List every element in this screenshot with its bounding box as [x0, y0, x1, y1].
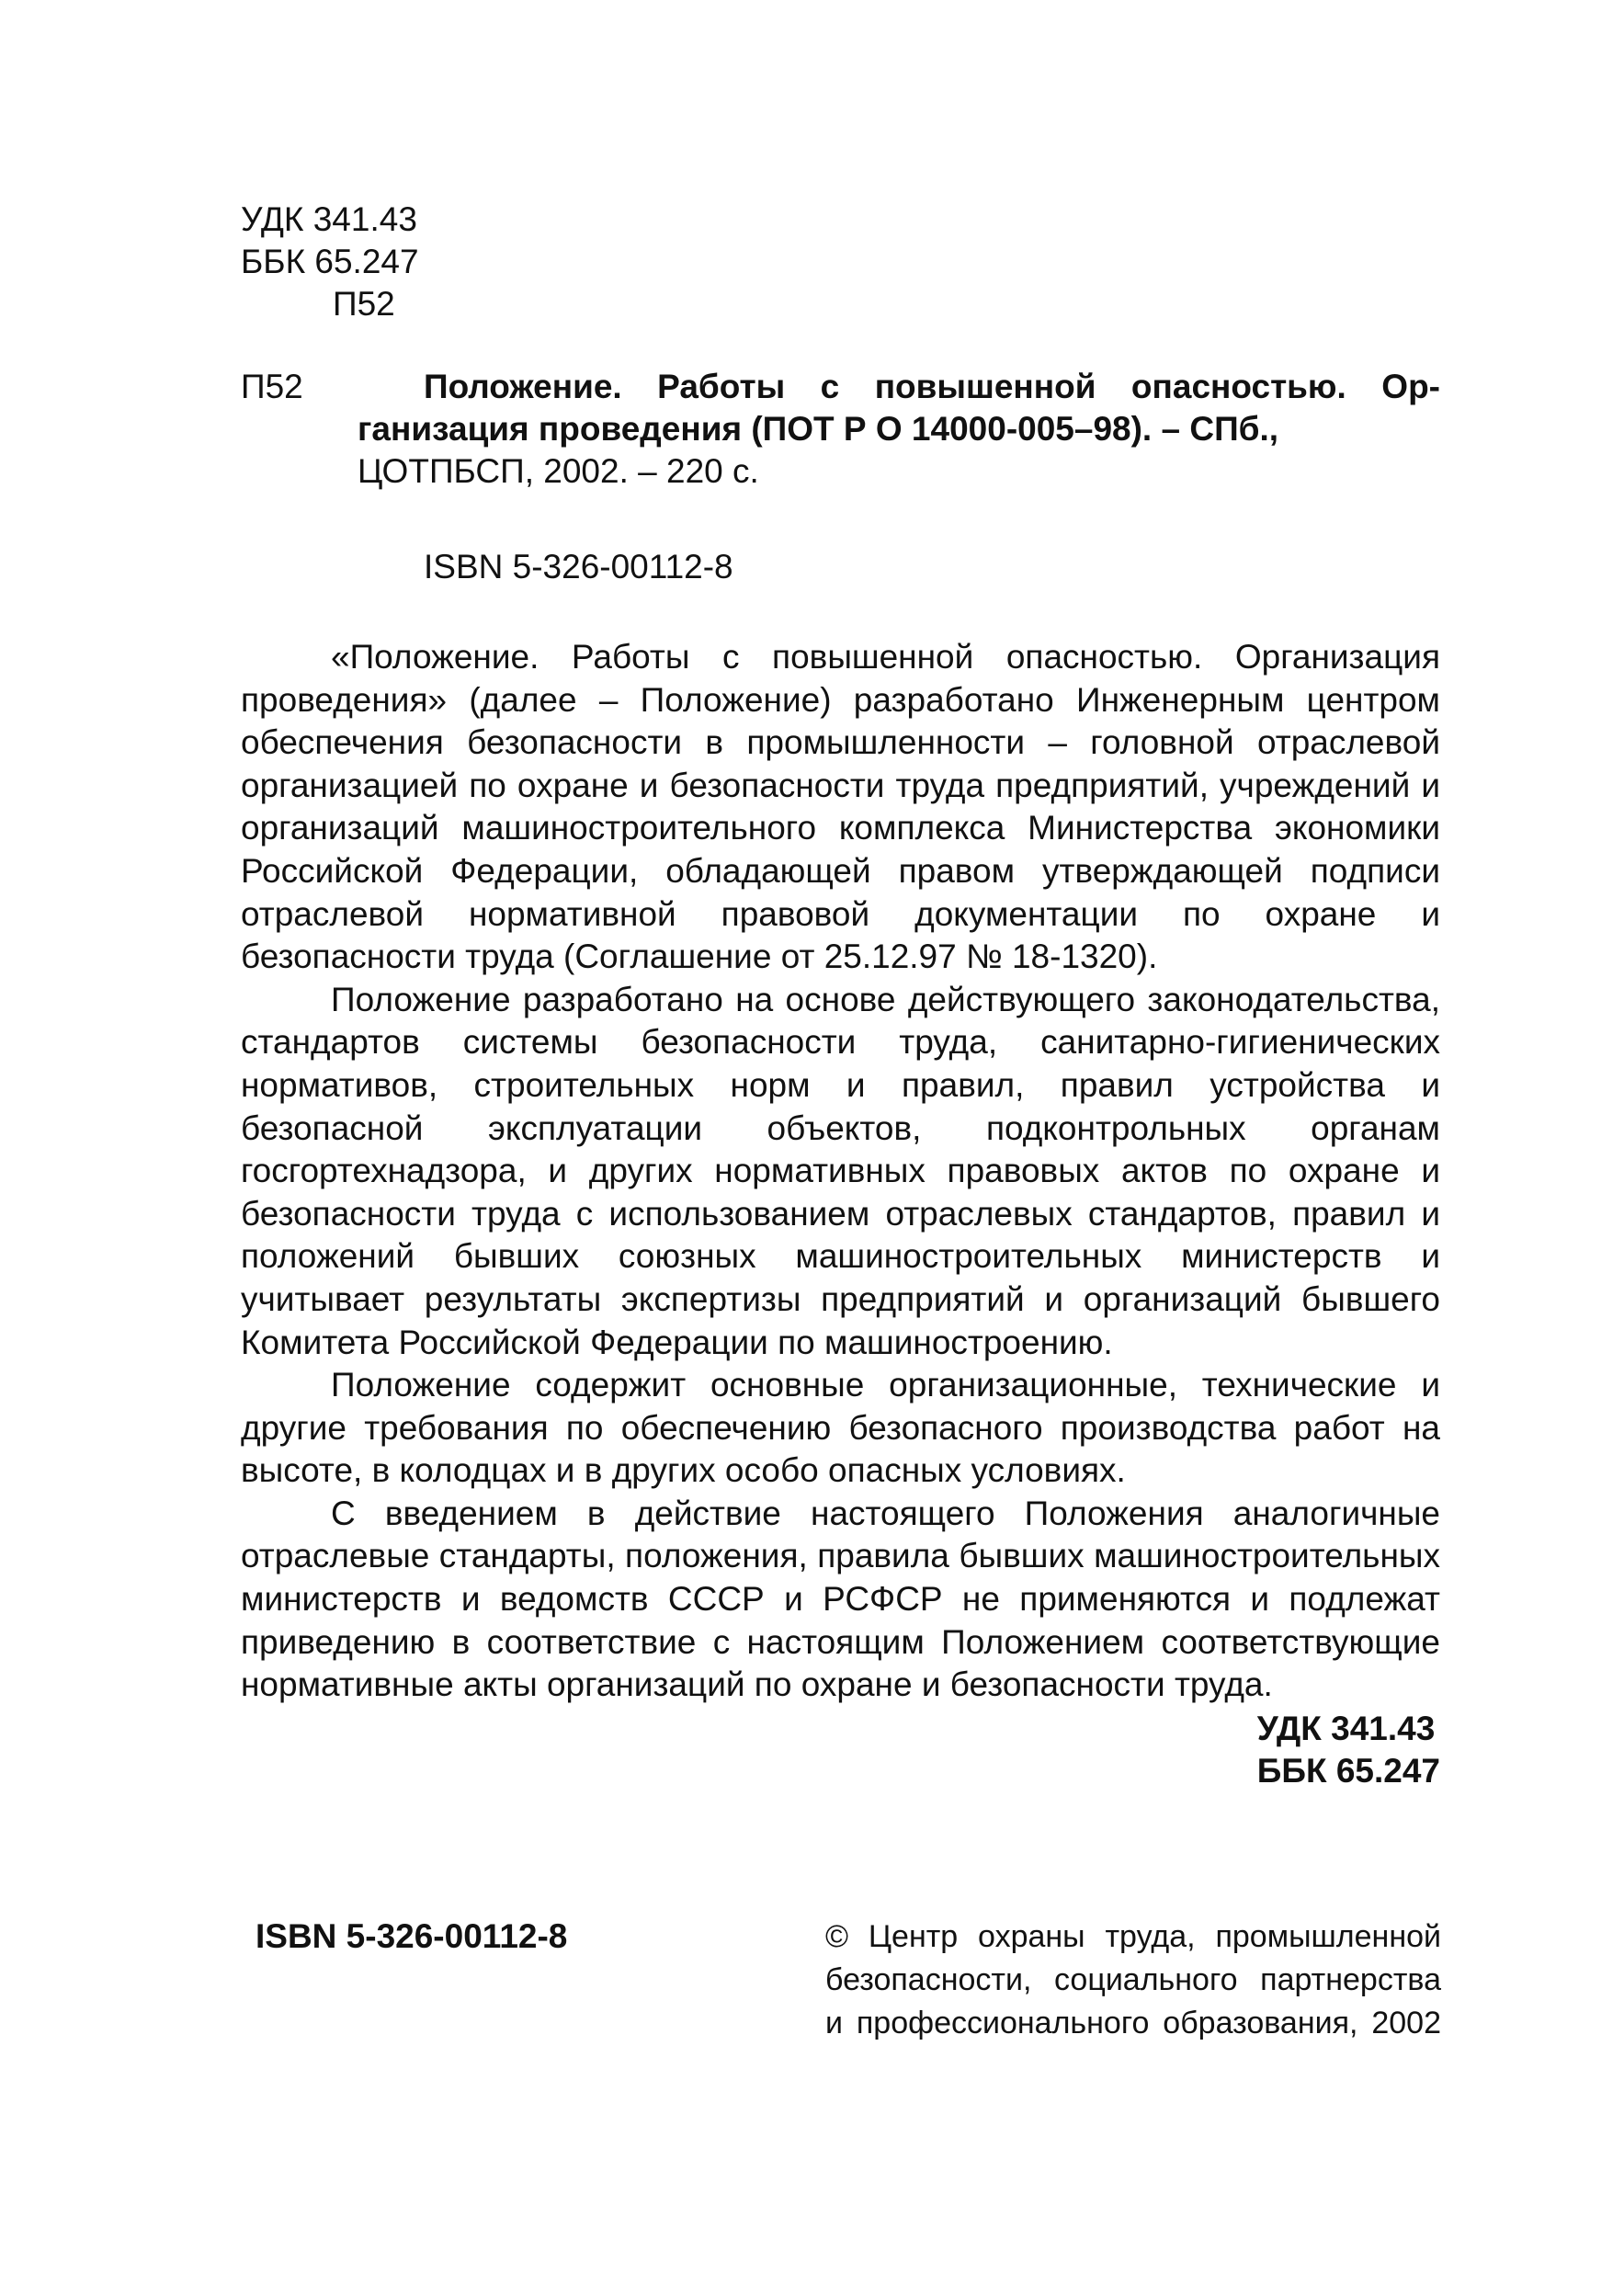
copyright-line: безопасности, социального партнерства [825, 1962, 1441, 1997]
copyright-notice [825, 1915, 1441, 2045]
bbk-code: ББК 65.247 [241, 243, 419, 280]
copyright-line: и профессионального образования, 2002 [825, 2006, 1441, 2040]
bbk-code-bold: ББК 65.247 [1256, 1752, 1440, 1790]
annotation-paragraph: Положение разработано на основе действующего законодательства, стандартов системы безопасности труда, санитарно-гигиенических нормативов, строительных норм и правил, правил устройства и безопасной эксплуатации объектов, подконтрольных органам госгортехнадзора, и других нормативных правовых актов по охране и безопасности труда с использованием отраслевых стандартов, правил и положений бывших союзных машиностроительных министерств и учитывает результаты экспертизы предприятий и организаций бывшего Комитета Российской Федерации по машиностроению. [241, 980, 1440, 1361]
author-sign: П52 [333, 285, 395, 323]
catalog-isbn: ISBN 5-326-00112-8 [424, 548, 733, 585]
place-of-publication: – СПб., [1152, 410, 1279, 448]
copyright-line: © Центр охраны труда, промышленной [825, 1919, 1441, 1954]
classification-codes-footer [1257, 1708, 1440, 1792]
annotation-paragraph: «Положение. Работы с повышенной опасностью. Организация проведения» (далее – Положение) разработано Инженерным центром обеспечения безопасности в промышленности – головной отраслевой организацией по охране и безопасности труда предприятий, учреждений и организаций машиностроительного комплекса Министерства экономики Российской Федерации, обладающей правом утверждающей подписи отраслевой нормативной правовой документации по охране и безопасности труда (Соглашение от 25.12.97 № 18-1320). [241, 638, 1440, 976]
udk-code: УДК 341.43 [241, 200, 417, 238]
imprint-isbn: ISBN 5-326-00112-8 [256, 1917, 568, 1955]
classification-codes-header [241, 199, 419, 325]
title-line-2: ганизация проведения (ПОТ Р О 14000-005–98). [358, 410, 1153, 448]
title-line-1: Положение. Работы с повышенной опасностью. Ор- [424, 368, 1440, 405]
annotation-paragraph: Положение содержит основные организационные, технические и другие требования по обеспечению безопасного производства работ на высоте, в колодцах и в других особо опасных условиях. [241, 1366, 1440, 1490]
catalog-entry [358, 366, 1440, 493]
publisher-line: ЦОТПБСП, 2002. – 220 с. [358, 452, 759, 490]
annotation-paragraph: С введением в действие настоящего Положения аналогичные отраслевые стандарты, положения, правила бывших машиностроительных министерств и ведомств СССР и РСФСР не применяются и подлежат приведению в соответствие с настоящим Положением соответствующие нормативные акты организаций по охране и безопасности труда. [241, 1494, 1440, 1704]
catalog-entry-code: П52 [241, 368, 303, 405]
udk-code-bold: УДК 341.43 [1256, 1710, 1436, 1747]
title-line-2-row [358, 408, 1440, 450]
annotation [241, 636, 1440, 1707]
